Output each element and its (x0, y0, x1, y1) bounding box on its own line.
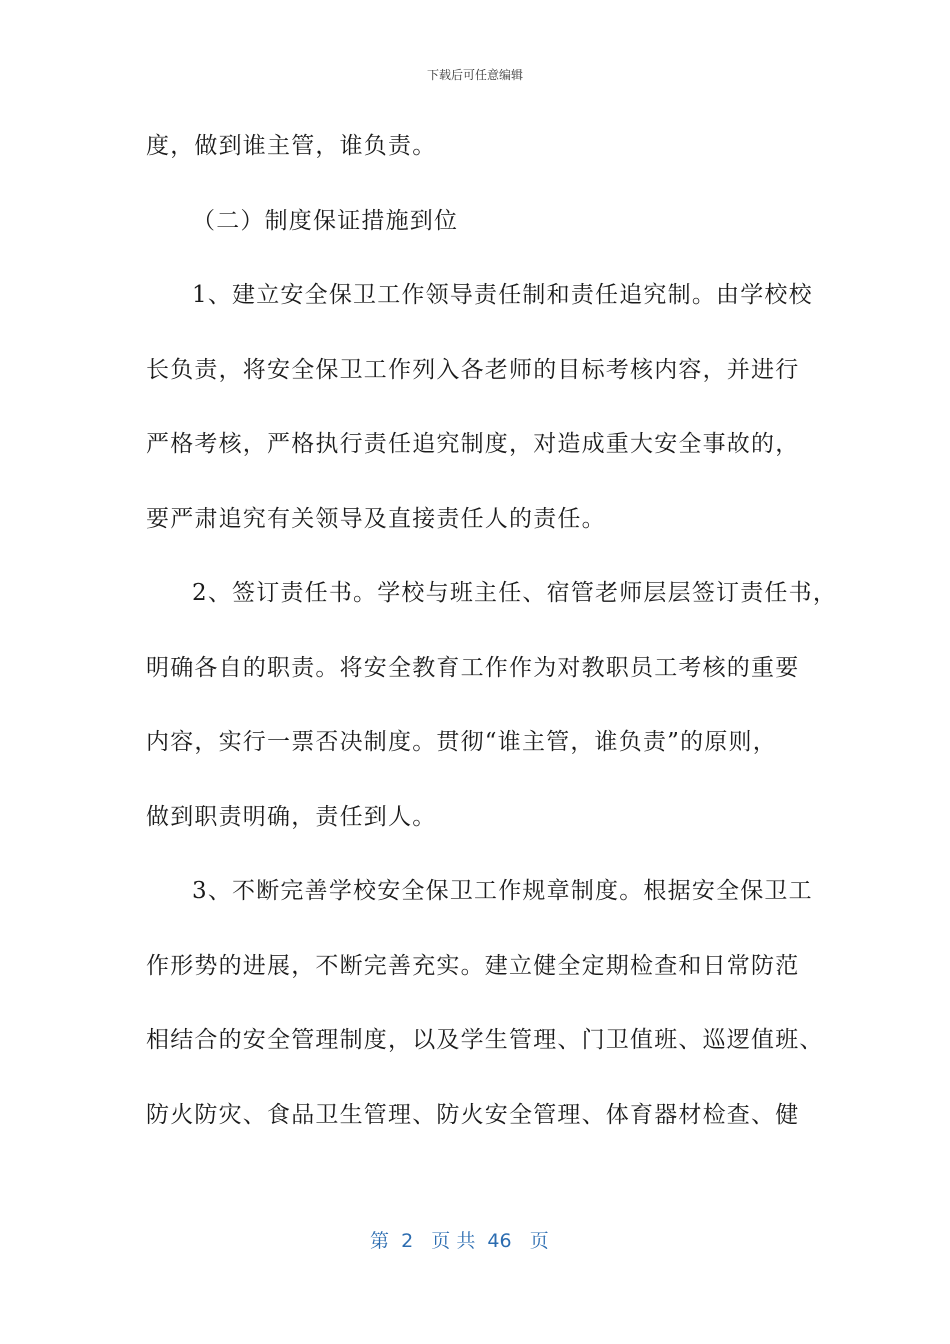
text-line: 严格考核，严格执行责任追究制度，对造成重大安全事故的， (146, 431, 800, 457)
section-heading: （二）制度保证措施到位 (192, 207, 459, 234)
text-line: 防火防灾、食品卫生管理、防火安全管理、体育器材检查、健 (146, 1101, 800, 1128)
text-line: 做到职责明确，责任到人。 (146, 803, 437, 830)
text-line: 度，做到谁主管，谁负责。 (146, 133, 437, 159)
text-line: 3、不断完善学校安全保卫工作规章制度。根据安全保卫工 (192, 878, 813, 904)
text-line: 相结合的安全管理制度，以及学生管理、门卫值班、巡逻值班、 (146, 1027, 824, 1053)
text-line: 长负责，将安全保卫工作列入各老师的目标考核内容，并进行 (146, 356, 800, 383)
text-line: 明确各自的职责。将安全教育工作作为对教职员工考核的重要 (146, 654, 800, 681)
document-body (146, 122, 838, 1165)
text-line: 2、签订责任书。学校与班主任、宿管老师层层签订责任书， (192, 580, 838, 606)
page-number-footer: 第 2 页 共 46 页 (370, 1230, 549, 1252)
text-line: 作形势的进展，不断完善充实。建立健全定期检查和日常防范 (146, 952, 800, 979)
text-line: 要严肃追究有关领导及直接责任人的责任。 (146, 505, 606, 532)
page-header-note: 下载后可任意编辑 (426, 68, 523, 82)
text-line: 1、建立安全保卫工作领导责任制和责任追究制。由学校校 (192, 282, 813, 308)
text-line: 内容，实行一票否决制度。贯彻“谁主管，谁负责”的原则， (146, 729, 777, 755)
